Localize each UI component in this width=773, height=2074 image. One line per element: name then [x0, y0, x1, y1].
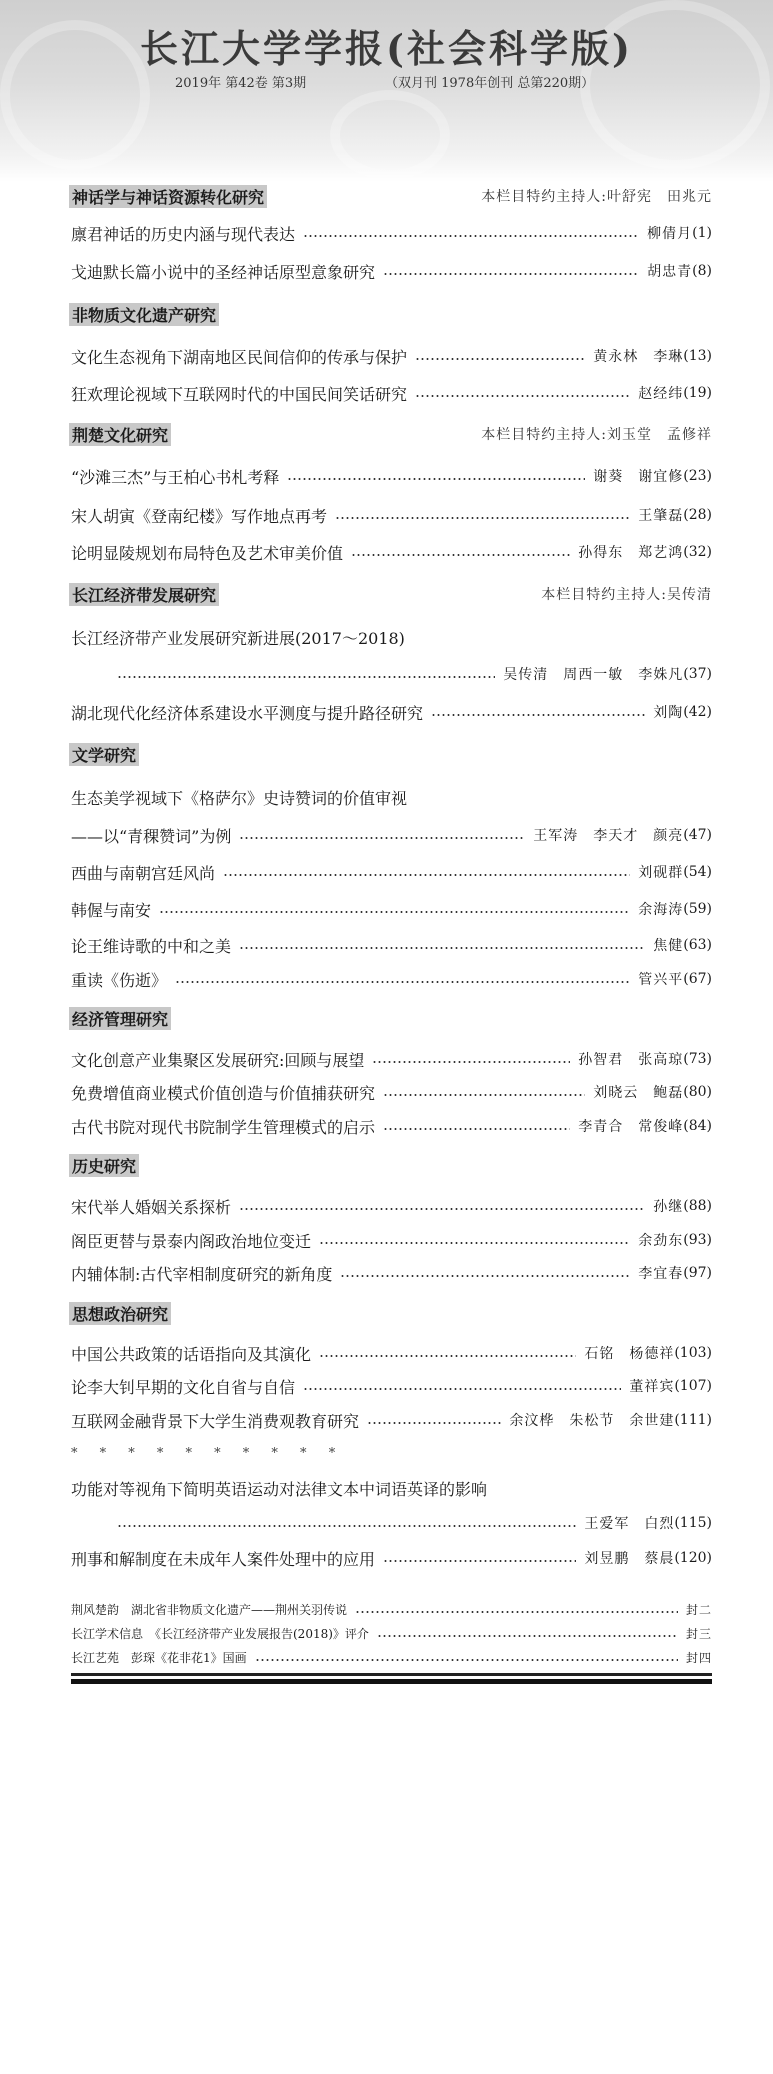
dot-leader — [367, 1422, 501, 1424]
article-page: (37) — [683, 666, 712, 682]
article-page: (47) — [683, 827, 712, 843]
toc-entry-continued — [71, 823, 712, 847]
article-title[interactable]: 功能对等视角下简明英语运动对法律文本中词语英译的影响 — [71, 1479, 488, 1499]
dot-leader — [383, 1560, 576, 1562]
column-host: 本栏目特约主持人:叶舒宪 田兆元 — [481, 189, 712, 205]
article-authors: 王肇磊 — [638, 508, 684, 524]
dot-leader — [287, 478, 585, 480]
column-host: 本栏目特约主持人:刘玉堂 孟修祥 — [481, 427, 712, 443]
section-heading: 荆楚文化研究 — [69, 423, 171, 446]
article-page: (88) — [683, 1198, 712, 1214]
toc-entry[interactable] — [71, 1341, 712, 1365]
back-matter-entry — [71, 1600, 712, 1618]
toc-entry[interactable] — [71, 1546, 712, 1570]
article-authors: 余劲东 — [638, 1233, 684, 1249]
section-header — [71, 302, 712, 326]
dot-leader — [355, 1611, 678, 1613]
dot-leader — [239, 837, 525, 839]
article-title[interactable]: 狂欢理论视域下互联网时代的中国民间笑话研究 — [71, 384, 408, 404]
dot-leader — [239, 1208, 645, 1210]
toc-entry[interactable] — [71, 897, 712, 921]
dot-leader — [377, 1635, 678, 1637]
star-separator: * * * * * * * * * * — [71, 1445, 345, 1461]
dot-leader — [351, 554, 570, 556]
toc-entry[interactable] — [71, 1374, 712, 1398]
article-authors: 赵经纬 — [638, 386, 684, 402]
article-title[interactable]: 廪君神话的历史内涵与现代表达 — [71, 224, 296, 244]
section-header — [71, 1301, 712, 1325]
section-header — [71, 742, 712, 766]
article-authors: 黄永林 李琳 — [593, 349, 684, 365]
article-title[interactable]: 文化创意产业集聚区发展研究:回顾与展望 — [71, 1050, 365, 1070]
toc-entry[interactable] — [71, 1408, 712, 1432]
article-title[interactable]: 宋人胡寅《登南纪楼》写作地点再考 — [71, 506, 328, 526]
article-page: (42) — [683, 704, 712, 720]
dot-leader — [340, 1275, 630, 1277]
article-page: (8) — [692, 263, 712, 279]
dot-leader — [175, 981, 630, 983]
article-page: (120) — [674, 1550, 712, 1566]
article-title[interactable]: 宋代举人婚姻关系探析 — [71, 1197, 232, 1217]
toc-entry[interactable] — [71, 860, 712, 884]
back-matter-page: 封二 — [685, 1602, 712, 1617]
dot-leader — [319, 1242, 630, 1244]
article-title[interactable]: 论李大钊早期的文化自省与自信 — [71, 1377, 296, 1397]
dot-leader — [415, 358, 585, 360]
article-page: (13) — [683, 348, 712, 364]
issue-info: 2019年 第42卷 第3期 — [175, 76, 307, 91]
article-title[interactable]: 中国公共政策的话语指向及其演化 — [71, 1344, 312, 1364]
article-page: (93) — [683, 1232, 712, 1248]
publication-info: （双月刊 1978年创刊 总第220期） — [385, 76, 595, 91]
article-page: (115) — [674, 1515, 712, 1531]
separator-row — [71, 1441, 712, 1465]
article-authors: 谢葵 谢宜修 — [593, 469, 684, 485]
dot-leader — [415, 395, 630, 397]
dot-leader — [383, 1094, 585, 1096]
article-authors: 孙继 — [653, 1199, 684, 1215]
article-page: (84) — [683, 1118, 712, 1134]
article-authors: 余海涛 — [638, 902, 684, 918]
article-title[interactable]: 免费增值商业模式价值创造与价值捕获研究 — [71, 1083, 376, 1103]
article-page: (107) — [674, 1378, 712, 1394]
article-authors: 王军涛 李天才 颜亮 — [533, 828, 684, 844]
article-title[interactable]: 阁臣更替与景泰内阁政治地位变迁 — [71, 1231, 312, 1251]
toc-entry[interactable] — [71, 1476, 712, 1500]
section-header — [71, 1006, 712, 1030]
article-page: (73) — [683, 1051, 712, 1067]
article-authors: 管兴平 — [638, 972, 684, 988]
column-host: 本栏目特约主持人:吴传清 — [541, 587, 712, 603]
toc-entry[interactable] — [71, 625, 712, 649]
article-authors: 孙智君 张高琼 — [578, 1052, 684, 1068]
article-page: (32) — [683, 544, 712, 560]
dot-leader — [159, 911, 630, 913]
article-title[interactable]: 生态美学视域下《格萨尔》史诗赞词的价值审视 — [71, 788, 408, 808]
back-matter-title[interactable]: 长江艺苑 彭琛《花非花1》国画 — [71, 1650, 247, 1665]
back-matter-entry — [71, 1648, 712, 1666]
article-authors: 孙得东 郑艺鸿 — [578, 545, 684, 561]
double-rule-divider — [71, 1673, 712, 1679]
back-matter-page: 封三 — [685, 1626, 712, 1641]
section-heading: 神话学与神话资源转化研究 — [69, 185, 267, 208]
toc-entry[interactable] — [71, 540, 712, 564]
article-title[interactable]: 长江经济带产业发展研究新进展(2017～2018) — [71, 628, 405, 648]
section-header — [71, 1153, 712, 1177]
section-heading: 经济管理研究 — [69, 1007, 171, 1030]
article-title[interactable]: 互联网金融背景下大学生消费观教育研究 — [71, 1411, 360, 1431]
toc-entry[interactable] — [71, 259, 712, 283]
toc-entry[interactable] — [71, 1228, 712, 1252]
dot-leader — [239, 947, 645, 949]
section-header — [71, 422, 712, 446]
toc-entry[interactable] — [71, 933, 712, 957]
toc-entry[interactable] — [71, 1194, 712, 1218]
article-page: (80) — [683, 1084, 712, 1100]
article-page: (111) — [674, 1412, 712, 1428]
dot-leader — [335, 517, 630, 519]
dot-leader — [223, 874, 630, 876]
article-page: (103) — [674, 1345, 712, 1361]
article-authors: 胡忠青 — [647, 264, 693, 280]
dot-leader — [431, 714, 645, 716]
article-authors: 柳倩月 — [647, 226, 693, 242]
dot-leader — [383, 273, 639, 275]
toc-entry[interactable] — [71, 344, 712, 368]
article-authors: 刘陶 — [653, 705, 684, 721]
toc-entry[interactable] — [71, 1114, 712, 1138]
article-authors: 刘晓云 鲍磊 — [593, 1085, 684, 1101]
article-title[interactable]: 论明显陵规划布局特色及艺术审美价值 — [71, 543, 344, 563]
masthead — [0, 0, 773, 182]
article-page: (19) — [683, 385, 712, 401]
dot-leader — [117, 1525, 576, 1527]
toc-entry[interactable] — [71, 381, 712, 405]
toc-entry[interactable] — [71, 967, 712, 991]
toc-entry-continued — [71, 662, 712, 686]
toc-entry[interactable] — [71, 221, 712, 245]
section-header — [71, 184, 712, 208]
article-title[interactable]: 内辅体制:古代宰相制度研究的新角度 — [71, 1264, 333, 1284]
dot-leader — [372, 1061, 570, 1063]
toc-entry-continued — [71, 1511, 712, 1535]
article-title[interactable]: 湖北现代化经济体系建设水平测度与提升路径研究 — [71, 703, 424, 723]
article-authors: 余汶桦 朱松节 余世建 — [509, 1413, 675, 1429]
back-matter-title[interactable]: 荆风楚韵 湖北省非物质文化遗产——荆州关羽传说 — [71, 1602, 348, 1617]
dot-leader — [303, 235, 639, 237]
article-authors: 王爱军 白烈 — [584, 1516, 675, 1532]
section-heading: 长江经济带发展研究 — [69, 583, 219, 606]
article-authors: 刘昱鹏 蔡晨 — [584, 1551, 675, 1567]
article-authors: 焦健 — [653, 938, 684, 954]
toc-entry[interactable] — [71, 1261, 712, 1285]
article-authors: 吴传清 周西一敏 李姝凡 — [503, 667, 684, 683]
toc-entry[interactable] — [71, 464, 712, 488]
journal-title: 长江大学学报(社会科学版) — [140, 26, 633, 71]
section-heading: 思想政治研究 — [69, 1302, 171, 1325]
decorative-swirl — [330, 90, 450, 180]
article-title[interactable]: “沙滩三杰”与王柏心书札考释 — [71, 467, 280, 487]
article-authors: 李青合 常俊峰 — [578, 1119, 684, 1135]
back-matter-title[interactable]: 长江学术信息 《长江经济带产业发展报告(2018)》评介 — [71, 1626, 369, 1641]
dot-leader — [117, 676, 495, 678]
article-page: (59) — [683, 901, 712, 917]
article-page: (97) — [683, 1265, 712, 1281]
article-title[interactable]: 戈迪默长篇小说中的圣经神话原型意象研究 — [71, 262, 376, 282]
article-title[interactable]: 刑事和解制度在未成年人案件处理中的应用 — [71, 1549, 376, 1569]
article-page: (54) — [683, 864, 712, 880]
toc-entry[interactable] — [71, 1080, 712, 1104]
article-title[interactable]: 文化生态视角下湖南地区民间信仰的传承与保护 — [71, 347, 408, 367]
section-heading: 文学研究 — [69, 743, 139, 766]
article-authors: 李宜春 — [638, 1266, 684, 1282]
section-heading: 历史研究 — [69, 1154, 139, 1177]
toc-entry[interactable] — [71, 785, 712, 809]
section-header — [71, 582, 712, 606]
dot-leader — [383, 1128, 570, 1130]
toc-entry[interactable] — [71, 503, 712, 527]
article-page: (28) — [683, 507, 712, 523]
article-authors: 刘砚群 — [638, 865, 684, 881]
article-page: (23) — [683, 468, 712, 484]
back-matter-entry — [71, 1624, 712, 1642]
dot-leader — [303, 1388, 621, 1390]
article-title[interactable]: 重读《伤逝》 — [71, 970, 168, 990]
article-subtitle: ——以“青稞赞词”为例 — [71, 826, 232, 846]
dot-leader — [319, 1355, 576, 1357]
article-page: (63) — [683, 937, 712, 953]
section-heading: 非物质文化遗产研究 — [69, 303, 219, 326]
article-authors: 董祥宾 — [629, 1379, 675, 1395]
article-page: (67) — [683, 971, 712, 987]
article-page: (1) — [692, 225, 712, 241]
article-title[interactable]: 韩偓与南安 — [71, 900, 152, 920]
toc-entry[interactable] — [71, 1047, 712, 1071]
dot-leader — [255, 1659, 678, 1661]
toc-entry[interactable] — [71, 700, 712, 724]
back-matter-page: 封四 — [685, 1650, 712, 1665]
article-title[interactable]: 论王维诗歌的中和之美 — [71, 936, 232, 956]
article-title[interactable]: 西曲与南朝宫廷风尚 — [71, 863, 216, 883]
article-authors: 石铭 杨德祥 — [584, 1346, 675, 1362]
article-title[interactable]: 古代书院对现代书院制学生管理模式的启示 — [71, 1117, 376, 1137]
